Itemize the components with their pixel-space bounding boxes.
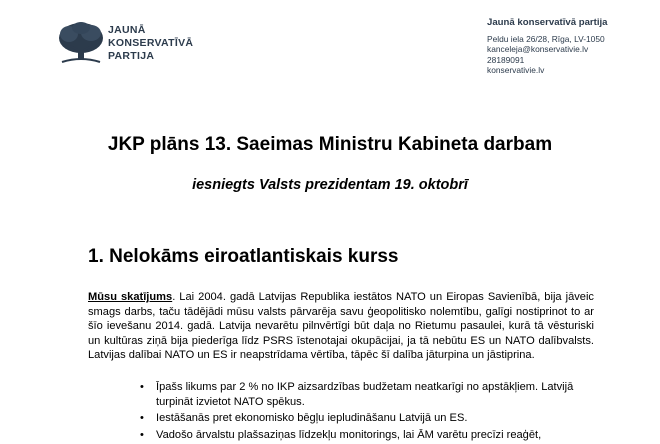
logo-line-2: KONSERVATĪVĀ xyxy=(108,37,194,49)
intro-paragraph xyxy=(88,290,594,363)
list-item: • Iestāšanās pret ekonomisko bēgļu iepludināšanu Latvijā un ES. xyxy=(140,412,468,424)
section-heading: 1. Nelokāms eiroatlantiskais kurss xyxy=(88,246,399,267)
phone: 28189091 xyxy=(487,54,525,65)
logo-wordmark xyxy=(108,24,193,63)
oak-tree-icon xyxy=(56,18,106,68)
address: Peldu iela 26/28, Rīga, LV-1050 xyxy=(487,33,605,44)
bullet-icon: • xyxy=(140,381,144,393)
bullet-icon: • xyxy=(140,412,144,424)
website: konservativie.lv xyxy=(487,65,545,76)
document-subtitle: iesniegts Valsts prezidentam 19. oktobrī xyxy=(192,177,468,193)
party-logo xyxy=(56,18,206,88)
logo-line-3: PARTIJA xyxy=(108,50,155,62)
logo-line-1: JAUNĀ xyxy=(108,24,146,36)
list-item: • Vadošo ārvalstu plašsaziņas līdzekļu monitorings, lai ĀM varētu precīzi reaģēt, xyxy=(140,428,542,441)
bullet-list xyxy=(140,380,598,444)
email: kanceleja@konservativie.lv xyxy=(487,44,589,55)
document-title: JKP plāns 13. Saeimas Ministru Kabineta darbam xyxy=(107,134,553,155)
bullet-icon: • xyxy=(140,428,144,441)
contact-block xyxy=(487,18,657,76)
paragraph-lead: Mūsu skatījums xyxy=(88,291,173,303)
paragraph-text: . Lai 2004. gadā Latvijas Republika iestātos NATO un Eiropas Savienībā, bija jāveic smags darbs, taču tādējādi mūsu valsts pārvarēja savu ģeopolitisko nolemtību, galīgi nostiprinot to ar šīo ievešanu 2014. gadā. Latvija nevarētu pilnvērtīgi būt daļa no Rietumu pasaulei, kurā tā vēsturiski un kultūras ziņā bija piederīga līdz PSRS īstenotajai okupācijai, ja tā nebūtu ES un NATO dalībvalsts. Latvijas dalībai NATO un ES ir neapstrīdama vērtība, tāpēc šī dalība jāturpina un jāstiprina. xyxy=(88,291,594,361)
list-item: • Īpašs likums par 2 % no IKP aizsardzības budžetam neatkarīgi no apstākļiem. Latvijā turpināt izvietot NATO spēkus. xyxy=(140,381,574,408)
org-name: Jaunā konservatīvā partija xyxy=(487,17,608,28)
